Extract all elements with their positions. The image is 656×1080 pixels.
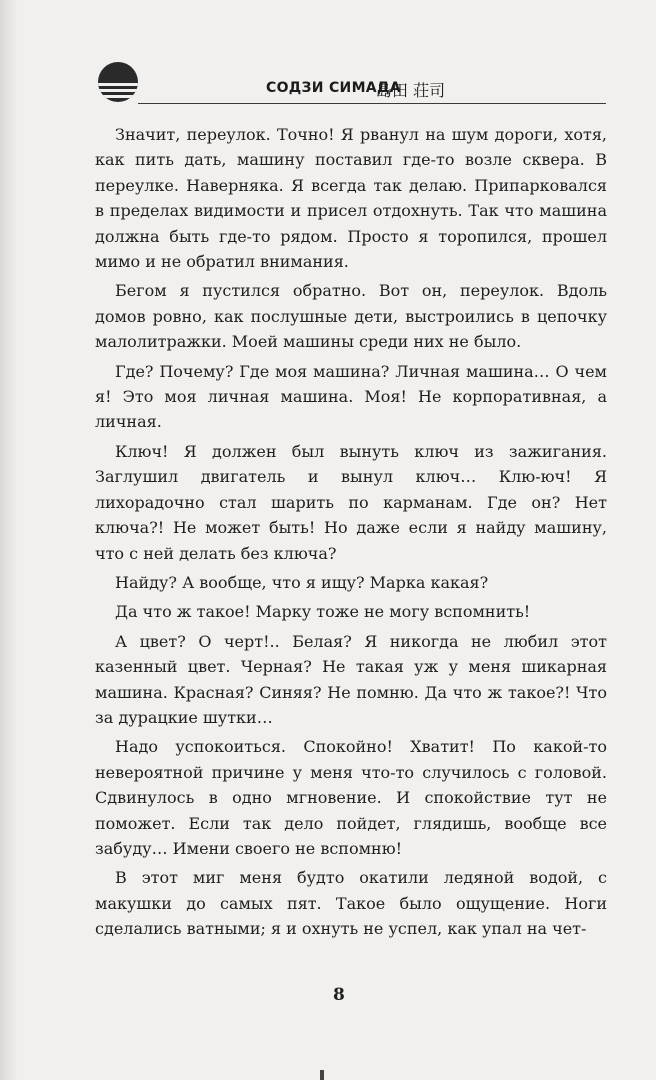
scan-mark: [320, 1070, 324, 1080]
page-edge-shadow: [0, 0, 18, 1080]
paragraph: Ключ! Я должен был вынуть ключ из зажигания. Заглушил двигатель и вынул ключ… Клю-юч! Я лихорадочно стал шарить по карманам. Где он? Нет ключа?! Не может быть! Но даже если я найду машину, что с ней делать без ключа?: [95, 441, 607, 563]
paragraph: В этот миг меня будто окатили ледяной водой, с макушки до самых пят. Такое было ощущение. Ноги сделались ватными; я и охнуть не успел, как упал на чет-: [95, 868, 607, 939]
paragraph: А цвет? О черт!.. Белая? Я никогда не любил этот казенный цвет. Черная? Не такая уж у меня шикарная машина. Красная? Синяя? Не помню. Да что ж такое?! Что за дурацкие шутки…: [95, 631, 607, 727]
paragraph: Да что ж такое! Марку тоже не могу вспомнить!: [115, 602, 531, 622]
author-name: СОДЗИ СИМАДА: [266, 80, 401, 96]
body-text: [95, 122, 607, 942]
header-rule: [138, 103, 606, 104]
paragraph: Значит, переулок. Точно! Я рванул на шум дороги, хотя, как пить дать, машину поставил где-то возле сквера. В переулке. Наверняка. Я всегда так делаю. Припарковался в пределах видимости и присел отдохнуть. Так что машина должна быть где-то рядом. Просто я торопился, прошел мимо и не обратил внимания.: [95, 125, 607, 272]
paragraph: Бегом я пустился обратно. Вот он, переулок. Вдоль домов ровно, как послушные дети, выстроились в цепочку малолитражки. Моей машины среди них не было.: [95, 281, 607, 352]
page-number: 8: [333, 985, 345, 1005]
sun-logo-icon: [98, 62, 138, 102]
paragraph: Найду? А вообще, что я ищу? Марка какая?: [115, 572, 489, 592]
running-header: [96, 58, 606, 108]
author-name-cjk: 島田 荘司: [376, 81, 446, 100]
paragraph: Надо успокоиться. Спокойно! Хватит! По какой-то невероятной причине у меня что-то случилось с головой. Сдвинулось в одно мгновение. И спокойствие тут не поможет. Если так дело пойдет, глядишь, вообще все забуду… Имени своего не вспомню!: [95, 737, 607, 858]
paragraph: Где? Почему? Где моя машина? Личная машина… О чем я! Это моя личная машина. Моя! Не корпоративная, а личная.: [95, 361, 607, 432]
